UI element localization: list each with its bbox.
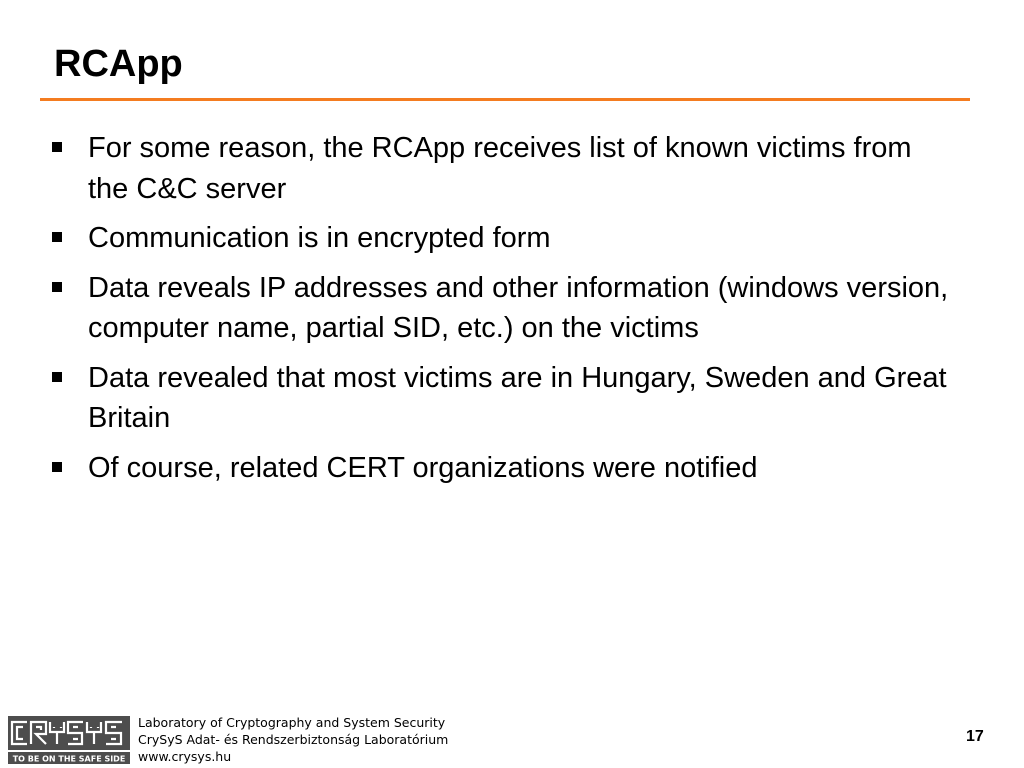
square-bullet-icon <box>52 282 62 292</box>
crysys-logo <box>8 716 130 764</box>
lab-website: www.crysys.hu <box>138 749 232 764</box>
bullet-text: Communication is in encrypted form <box>88 222 551 254</box>
page-number: 17 <box>966 728 984 745</box>
square-bullet-icon <box>52 142 62 152</box>
bullet-item <box>50 358 950 439</box>
bullet-text: For some reason, the RCApp receives list of known victims from the C&C server <box>88 132 912 205</box>
square-bullet-icon <box>52 232 62 242</box>
title-underline <box>40 98 970 101</box>
lab-info <box>138 714 448 765</box>
logo-tagline: TO BE ON THE SAFE SIDE <box>12 754 126 764</box>
bullet-text: Of course, related CERT organizations were notified <box>88 451 758 484</box>
square-bullet-icon <box>52 372 62 382</box>
slide-title: RCApp <box>54 43 183 85</box>
square-bullet-icon <box>52 462 62 472</box>
bullet-item <box>50 448 950 489</box>
bullet-item <box>50 268 950 349</box>
bullet-text: Data reveals IP addresses and other information (windows version, computer name, partial SID, etc.) on the victims <box>88 271 949 344</box>
bullet-text: Data revealed that most victims are in Hungary, Sweden and Great Britain <box>88 361 947 434</box>
bullet-item <box>50 128 950 209</box>
bullet-list <box>50 128 950 497</box>
lab-name-hungarian: CrySyS Adat- és Rendszerbiztonság Laboratórium <box>138 732 449 747</box>
bullet-item <box>50 218 950 259</box>
lab-name-english: Laboratory of Cryptography and System Security <box>138 715 446 730</box>
slide-footer <box>0 712 1024 768</box>
